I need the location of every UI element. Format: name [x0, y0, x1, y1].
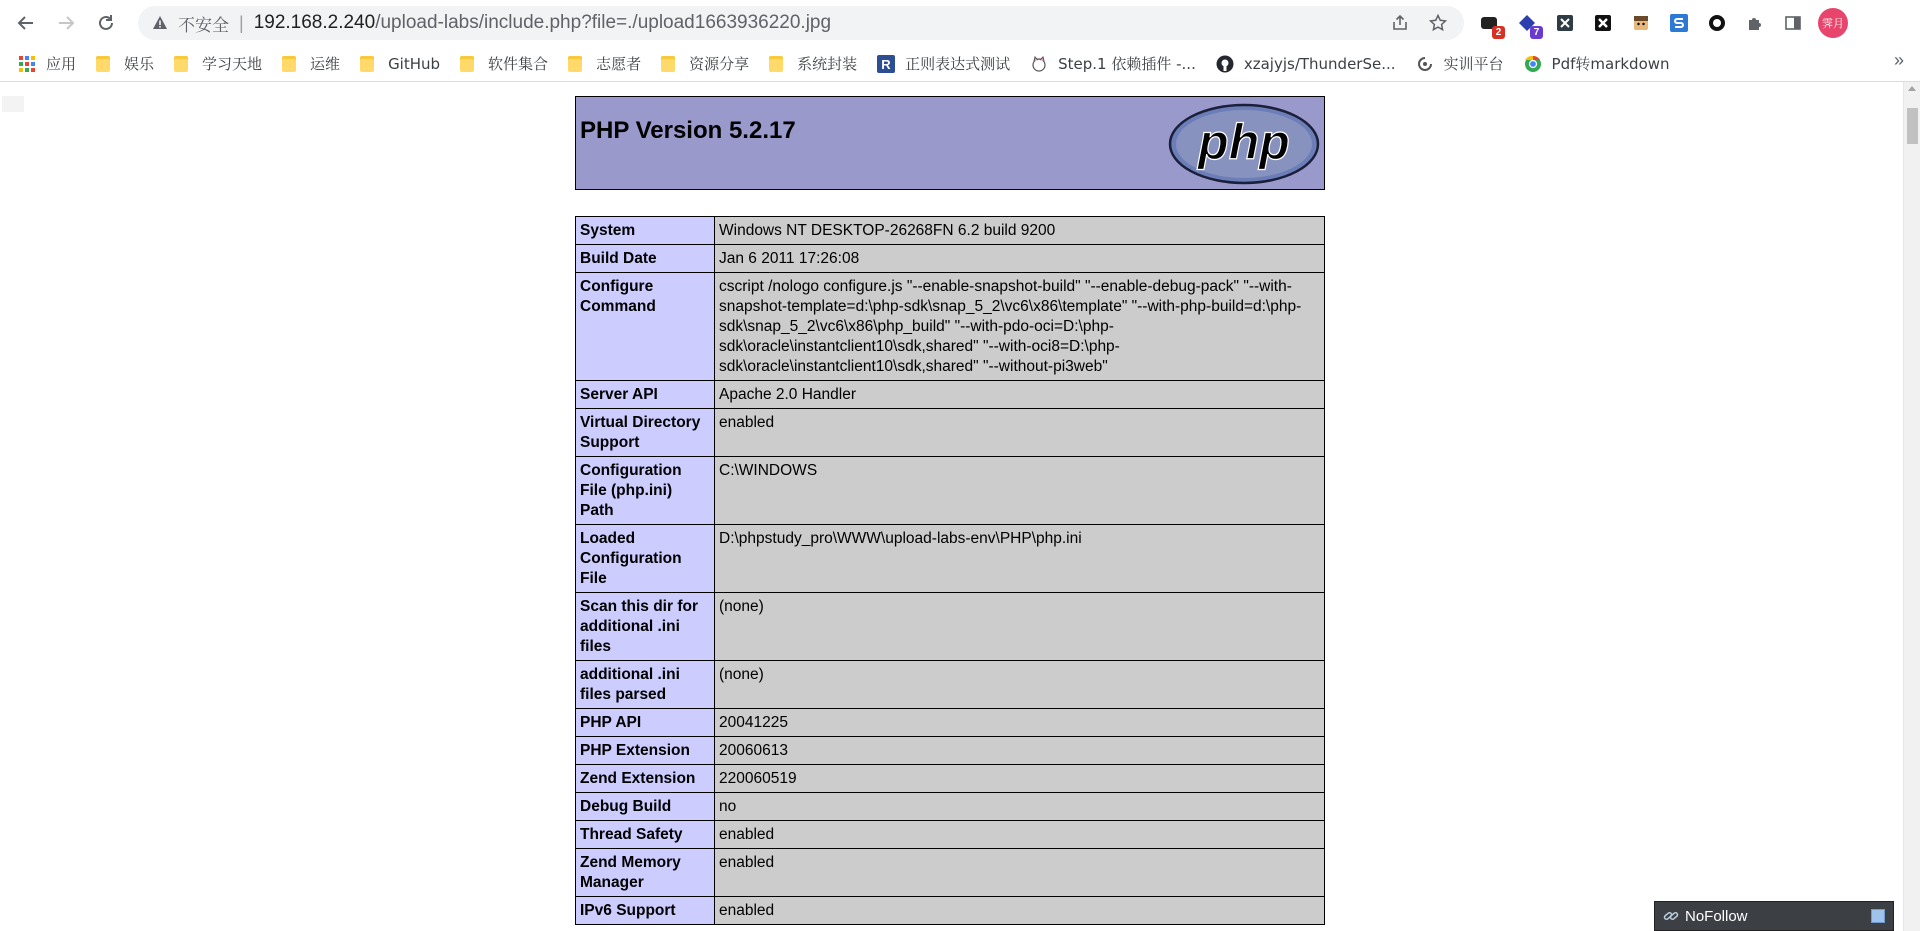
phpinfo-key-cell: Debug Build: [576, 793, 715, 821]
bookmark-github-repo[interactable]: [1206, 50, 1406, 78]
phpinfo-value-cell: Apache 2.0 Handler: [715, 381, 1325, 409]
scrollbar-thumb[interactable]: [1907, 108, 1918, 144]
bookmark-label: GitHub: [388, 54, 441, 73]
phpinfo-row: [576, 709, 1325, 737]
profile-avatar[interactable]: 霁月: [1818, 8, 1848, 38]
extension-dark-icon[interactable]: [1472, 6, 1506, 40]
phpinfo-container: [575, 96, 1325, 925]
bookmark-label: 实训平台: [1443, 55, 1504, 73]
bookmark-folder-github[interactable]: [350, 50, 450, 78]
svg-text:R: R: [881, 56, 891, 72]
swirl-site-icon: [1416, 55, 1434, 73]
phpinfo-value-cell: 220060519: [715, 765, 1325, 793]
bookmarks-overflow-chevron-icon[interactable]: »: [1893, 50, 1904, 70]
folder-icon: [661, 56, 675, 72]
phpinfo-key-cell: IPv6 Support: [576, 897, 715, 925]
bookmark-label: 资源分享: [689, 55, 750, 73]
extension-blue-diamond-icon[interactable]: [1510, 6, 1544, 40]
folder-icon: [460, 56, 474, 72]
bookmark-label: 应用: [46, 55, 77, 73]
bookmark-label: 学习天地: [202, 55, 263, 73]
phpinfo-key-cell: Zend Extension: [576, 765, 715, 793]
phpinfo-key-cell: Virtual Directory Support: [576, 409, 715, 457]
nofollow-label: NoFollow: [1685, 907, 1748, 925]
link-chain-icon: [1663, 908, 1679, 924]
bookmark-label: 正则表达式测试: [905, 55, 1011, 73]
phpinfo-value-cell: (none): [715, 593, 1325, 661]
bookmark-step1[interactable]: [1020, 50, 1206, 78]
phpinfo-row: [576, 245, 1325, 273]
phpinfo-key-cell: Thread Safety: [576, 821, 715, 849]
security-label[interactable]: 不安全: [178, 15, 229, 36]
cat-site-icon: [1030, 55, 1048, 73]
bookmark-folder-study[interactable]: [164, 50, 272, 78]
extension-bookmark-x-icon[interactable]: [1586, 6, 1620, 40]
bookmark-apps[interactable]: [0, 50, 86, 78]
bookmark-pdf-markdown[interactable]: [1514, 50, 1680, 78]
phpinfo-value-cell: 20041225: [715, 709, 1325, 737]
share-icon[interactable]: [1384, 7, 1416, 39]
phpinfo-key-cell: System: [576, 217, 715, 245]
php-version-title: PHP Version 5.2.17: [580, 117, 796, 144]
address-bar[interactable]: [138, 6, 1464, 40]
phpinfo-key-cell: PHP API: [576, 709, 715, 737]
bookmark-label: 娱乐: [124, 55, 155, 73]
back-button[interactable]: [6, 3, 46, 43]
phpinfo-row: [576, 765, 1325, 793]
phpinfo-row: [576, 661, 1325, 709]
folder-icon: [769, 56, 783, 72]
bookmark-label: Step.1 依赖插件 -...: [1058, 55, 1196, 73]
phpinfo-table: [575, 216, 1325, 925]
chrome-site-icon: [1524, 55, 1542, 73]
php-logo-text: php: [1198, 114, 1290, 170]
page-scrollbar[interactable]: [1903, 82, 1920, 931]
bookmark-label: 运维: [310, 55, 341, 73]
bookmark-folder-entertainment[interactable]: [86, 50, 164, 78]
bookmarks-bar: [0, 46, 1920, 82]
extensions-puzzle-icon[interactable]: [1738, 6, 1772, 40]
phpinfo-row: [576, 593, 1325, 661]
bookmark-folder-resources[interactable]: [651, 50, 759, 78]
bookmark-regex-test[interactable]: [867, 50, 1020, 78]
phpinfo-value-cell: enabled: [715, 409, 1325, 457]
phpinfo-row: [576, 217, 1325, 245]
phpinfo-value-cell: D:\phpstudy_pro\WWW\upload-labs-env\PHP\php.ini: [715, 525, 1325, 593]
bookmark-label: Pdf转markdown: [1551, 55, 1670, 73]
phpinfo-key-cell: Configuration File (php.ini) Path: [576, 457, 715, 525]
reload-icon: [96, 13, 116, 33]
r-site-icon: [877, 55, 895, 73]
folder-icon: [360, 56, 374, 72]
phpinfo-row: [576, 457, 1325, 525]
phpinfo-value-cell: cscript /nologo configure.js "--enable-snapshot-build" "--enable-debug-pack" "--with-snapshot-template=d:\php-sdk\snap_5_2\vc6\x86\template" "--with-php-build=d:\php-sdk\snap_5_2\vc6\x86\php_build" "--with-pdo-oci=D:\php-sdk\oracle\instantclient10\sdk,shared" "--with-oci8=D:\php-sdk\oracle\instantclient10\sdk,shared" "--without-pi3web": [715, 273, 1325, 381]
reload-button[interactable]: [86, 3, 126, 43]
phpinfo-value-cell: Jan 6 2011 17:26:08: [715, 245, 1325, 273]
back-arrow-icon: [16, 13, 36, 33]
phpinfo-key-cell: PHP Extension: [576, 737, 715, 765]
bookmark-folder-volunteer[interactable]: [558, 50, 651, 78]
nofollow-widget[interactable]: [1654, 901, 1894, 931]
phpinfo-row: [576, 525, 1325, 593]
bookmark-training-platform[interactable]: [1406, 50, 1514, 78]
phpinfo-key-cell: Server API: [576, 381, 715, 409]
extension-ring-icon[interactable]: [1700, 6, 1734, 40]
warning-icon[interactable]: [152, 15, 168, 31]
url-path[interactable]: /upload-labs/include.php?file=./upload1663936220.jpg: [375, 12, 832, 33]
apps-grid-icon: [18, 55, 36, 73]
bookmark-label: 软件集合: [488, 55, 549, 73]
folder-icon: [568, 56, 582, 72]
phpinfo-row: [576, 273, 1325, 381]
scroll-up-arrow-icon[interactable]: [1908, 86, 1916, 91]
forward-arrow-icon: [56, 13, 76, 33]
folder-icon: [282, 56, 296, 72]
nofollow-toggle-button[interactable]: [1871, 909, 1885, 923]
side-panel-icon[interactable]: [1776, 6, 1810, 40]
php-version-header: [575, 96, 1325, 190]
extension-x-icon[interactable]: [1548, 6, 1582, 40]
browser-toolbar: [0, 0, 1920, 46]
phpinfo-row: [576, 897, 1325, 925]
phpinfo-value-cell: C:\WINDOWS: [715, 457, 1325, 525]
bookmark-folder-ops[interactable]: [272, 50, 350, 78]
extension-badge: 7: [1530, 26, 1543, 39]
phpinfo-row: [576, 737, 1325, 765]
github-icon: [1216, 55, 1234, 73]
phpinfo-key-cell: Loaded Configuration File: [576, 525, 715, 593]
phpinfo-row: [576, 849, 1325, 897]
extension-badge: 2: [1492, 26, 1505, 39]
bookmark-label: 系统封装: [797, 55, 858, 73]
page-content: [0, 82, 1903, 931]
phpinfo-row: [576, 409, 1325, 457]
phpinfo-key-cell: Build Date: [576, 245, 715, 273]
phpinfo-value-cell: enabled: [715, 821, 1325, 849]
phpinfo-value-cell: enabled: [715, 849, 1325, 897]
address-separator: |: [239, 12, 244, 33]
phpinfo-key-cell: additional .ini files parsed: [576, 661, 715, 709]
phpinfo-value-cell: Windows NT DESKTOP-26268FN 6.2 build 9200: [715, 217, 1325, 245]
bookmark-label: xzajyjs/ThunderSe...: [1243, 54, 1396, 73]
phpinfo-value-cell: 20060613: [715, 737, 1325, 765]
phpinfo-row: [576, 793, 1325, 821]
phpinfo-key-cell: Configure Command: [576, 273, 715, 381]
page-corner-artifact: [2, 96, 24, 112]
bookmark-star-icon[interactable]: [1422, 7, 1454, 39]
bookmark-folder-software[interactable]: [450, 50, 558, 78]
bookmark-label: 志愿者: [596, 55, 642, 73]
phpinfo-row: [576, 381, 1325, 409]
phpinfo-key-cell: Scan this dir for additional .ini files: [576, 593, 715, 661]
phpinfo-value-cell: (none): [715, 661, 1325, 709]
folder-icon: [96, 56, 110, 72]
extension-character-icon[interactable]: [1624, 6, 1658, 40]
php-logo: [1168, 103, 1320, 185]
folder-icon: [174, 56, 188, 72]
forward-button[interactable]: [46, 3, 86, 43]
extensions-area: [1472, 6, 1848, 40]
phpinfo-value-cell: enabled: [715, 897, 1325, 925]
bookmark-folder-system[interactable]: [759, 50, 867, 78]
phpinfo-key-cell: Zend Memory Manager: [576, 849, 715, 897]
extension-s-icon[interactable]: [1662, 6, 1696, 40]
url-host[interactable]: 192.168.2.240: [253, 12, 376, 33]
phpinfo-value-cell: no: [715, 793, 1325, 821]
phpinfo-row: [576, 821, 1325, 849]
